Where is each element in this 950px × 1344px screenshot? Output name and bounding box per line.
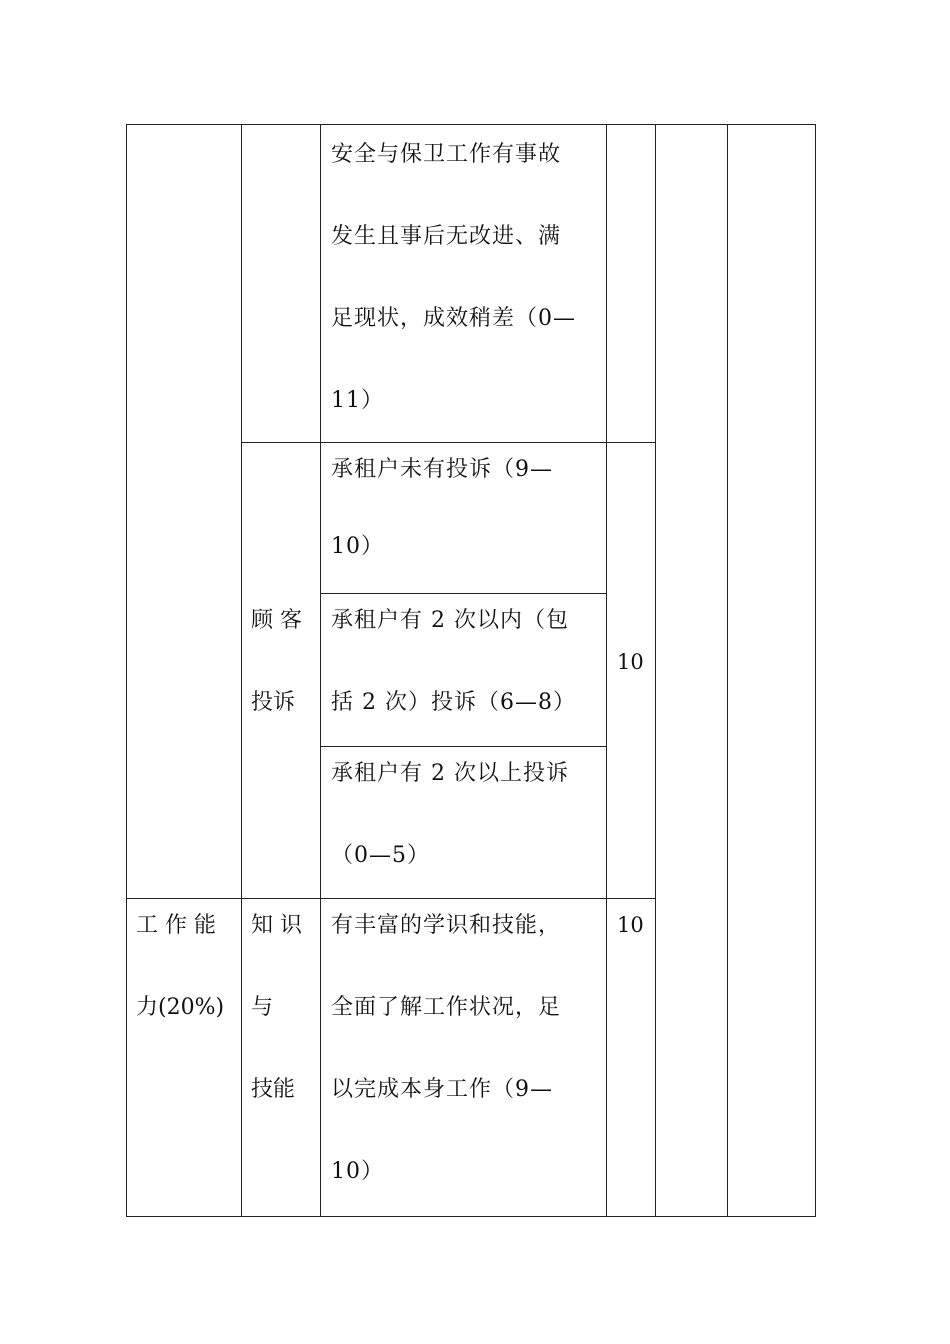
table-border-bottom [126, 1216, 816, 1217]
complaints-criteria-1: 承租户未有投诉（9— 10） [331, 457, 553, 559]
ability-score: 10 [617, 913, 644, 937]
column-divider-5 [727, 124, 728, 1217]
ability-category-label: 知 识 与 技能 [251, 913, 302, 1102]
complaints-category-label: 顾 客 投诉 [251, 608, 302, 715]
complaints-criteria-2: 承租户有 2 次以内（包 括 2 次）投诉（6—8） [331, 608, 576, 715]
column-divider-4 [655, 124, 656, 1217]
complaints-criteria-3: 承租户有 2 次以上投诉 （0—5） [331, 761, 569, 868]
column-divider-2 [320, 124, 321, 1217]
table-border-right [815, 124, 816, 1217]
column-divider-1 [241, 124, 242, 1217]
ability-dimension-label: 工 作 能 力(20%) [136, 913, 225, 1020]
complaints-score: 10 [617, 650, 644, 674]
table-border-left [126, 124, 127, 1217]
ability-criteria-1: 有丰富的学识和技能， 全面了解工作状况，足 以完成本身工作（9— 10） [331, 913, 562, 1184]
safety-criteria-text: 安全与保卫工作有事故 发生且事后无改进、满 足现状，成效稍差（0— 11） [331, 142, 576, 413]
